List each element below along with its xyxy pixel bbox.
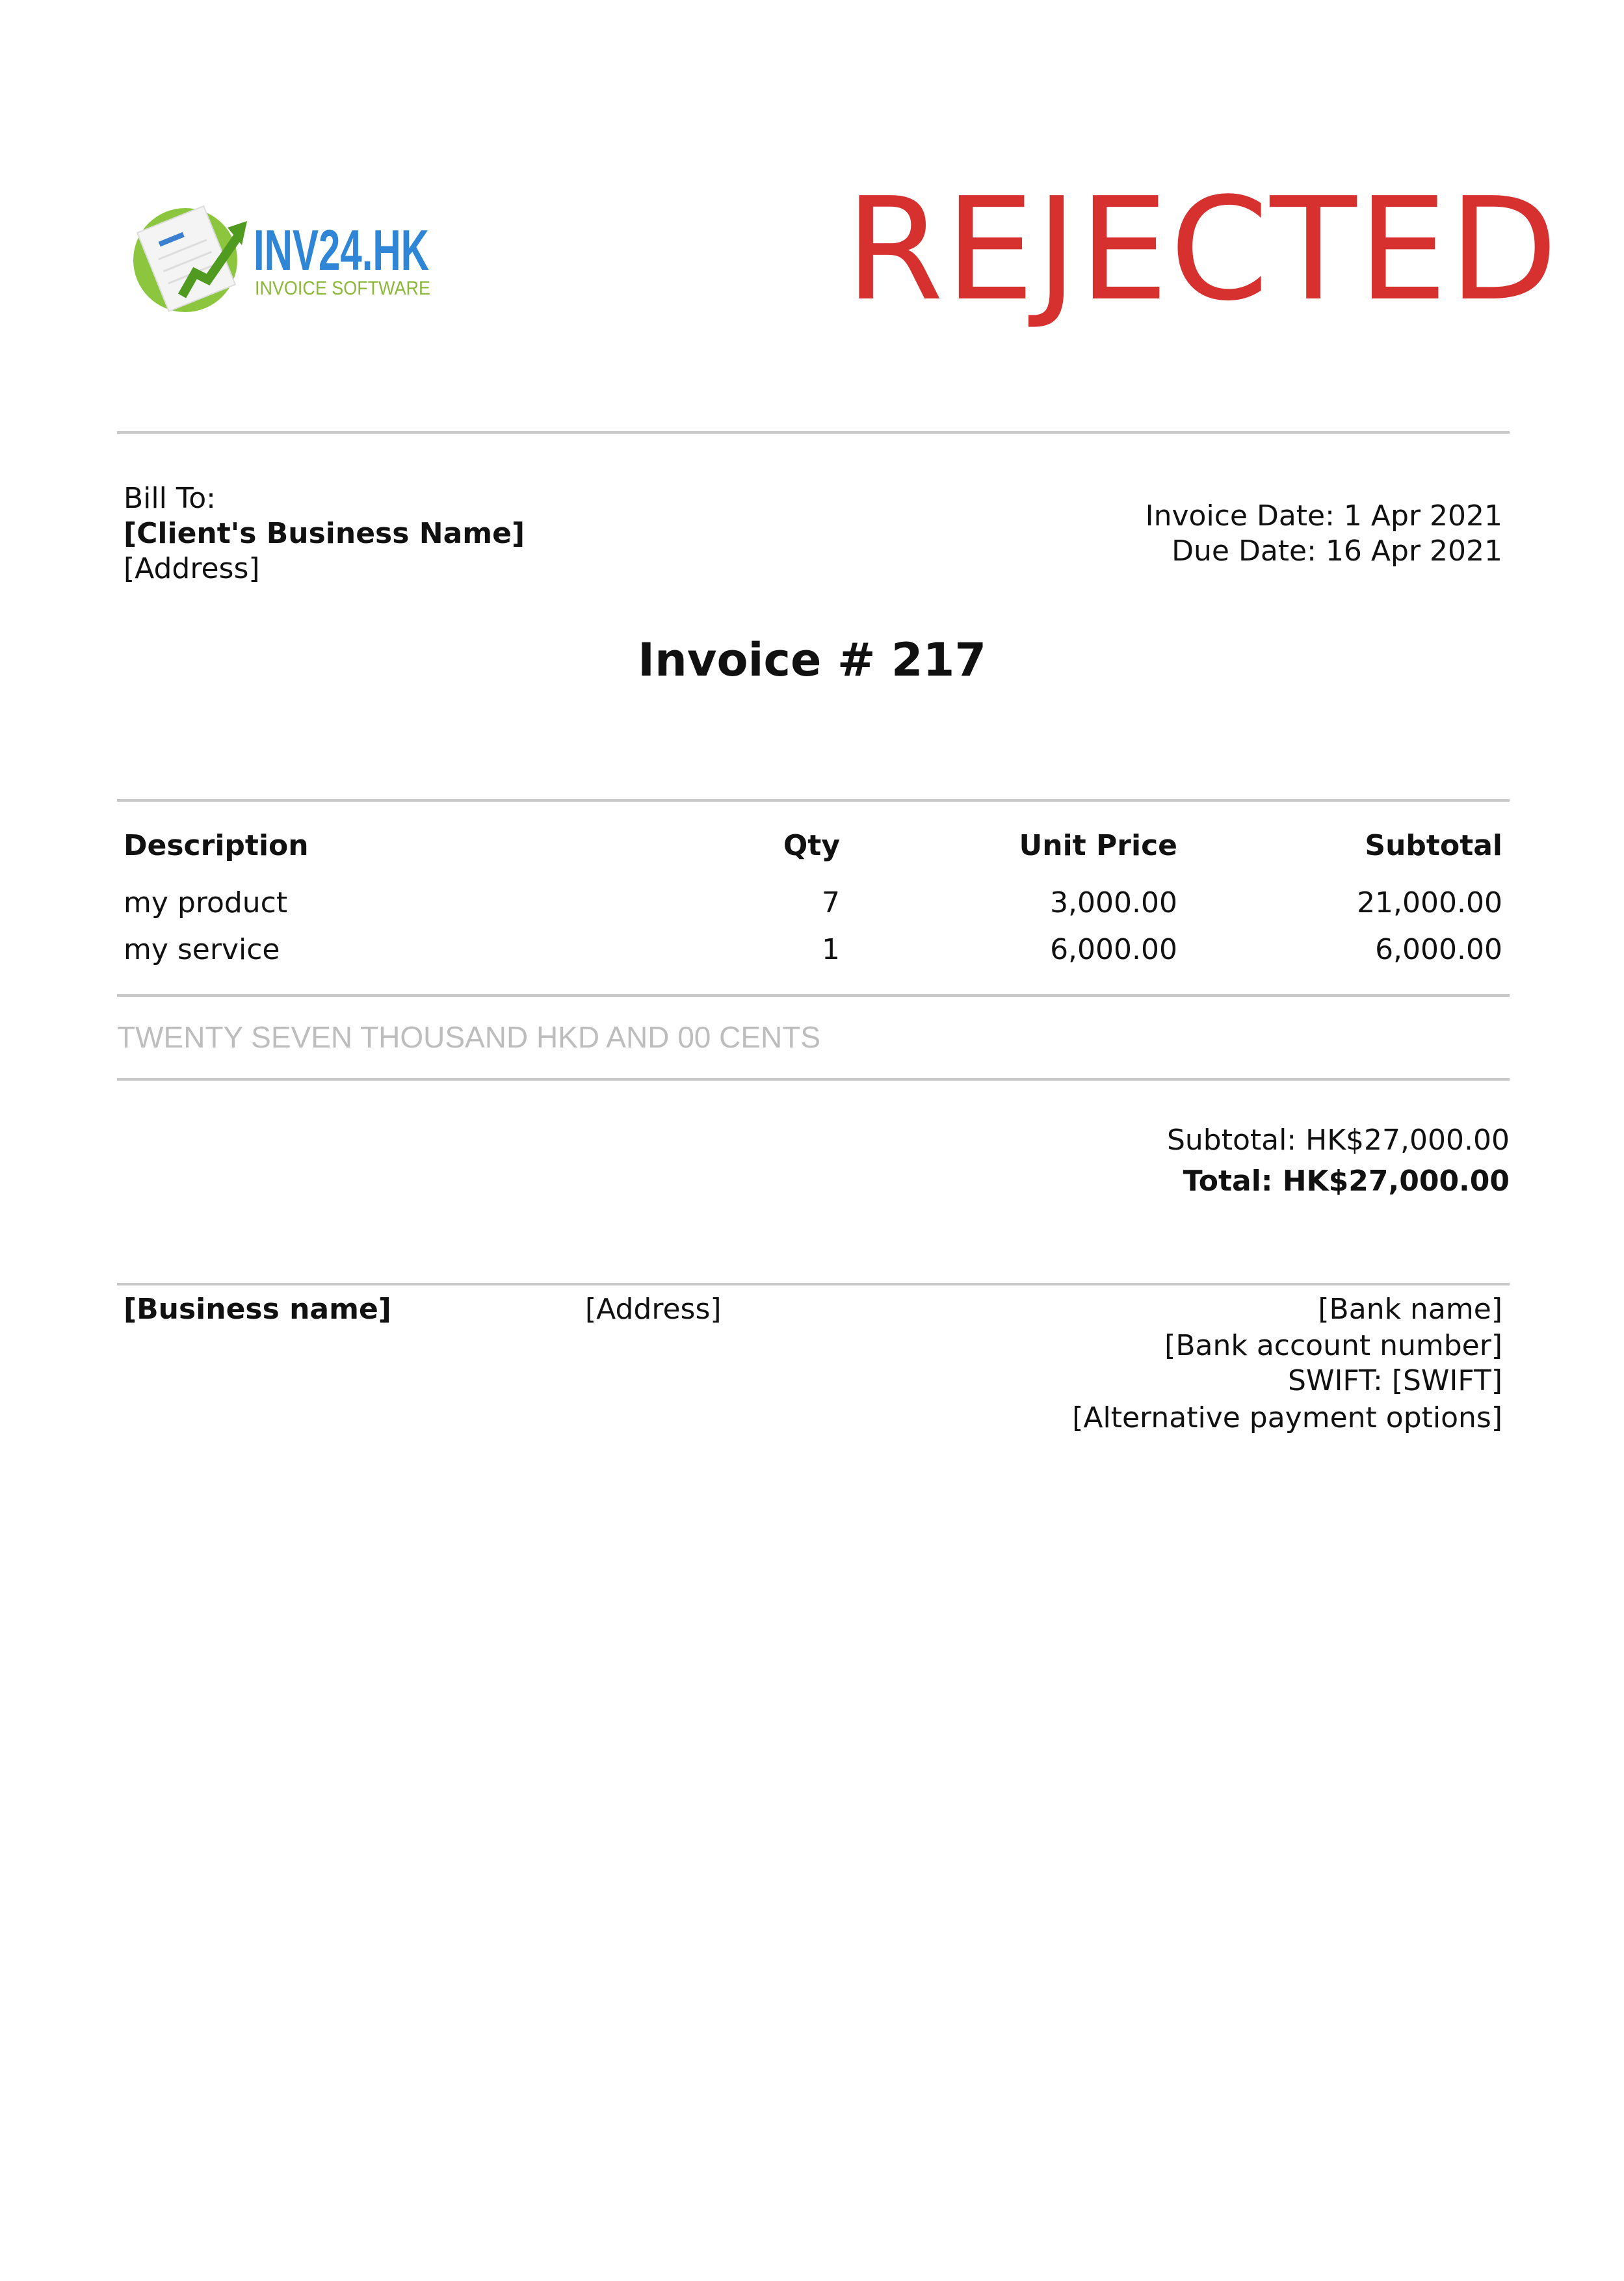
client-address: [Address]	[124, 552, 260, 585]
invoice-title: Invoice # 217	[637, 633, 987, 687]
divider	[117, 1078, 1510, 1081]
row-subtotal: 21,000.00	[1357, 886, 1502, 919]
footer-bank-account: [Bank account number]	[1164, 1329, 1502, 1362]
client-name: [Client's Business Name]	[124, 517, 525, 550]
row-description: my product	[124, 886, 288, 919]
footer-alt-payment: [Alternative payment options]	[1072, 1401, 1502, 1434]
totals-subtotal: Subtotal: HK$27,000.00	[1166, 1124, 1510, 1157]
invoice-date: Invoice Date: 1 Apr 2021	[1145, 499, 1502, 533]
header-subtotal: Subtotal	[1365, 829, 1502, 862]
logo-graphic	[130, 198, 455, 315]
header-qty: Qty	[783, 829, 840, 862]
row-qty: 7	[822, 886, 840, 919]
bill-to-label: Bill To:	[124, 482, 216, 515]
divider	[117, 1283, 1510, 1286]
footer-bank-name: [Bank name]	[1318, 1293, 1502, 1326]
divider	[117, 994, 1510, 997]
row-unit-price: 6,000.00	[1050, 933, 1177, 966]
footer-swift: SWIFT: [SWIFT]	[1288, 1364, 1502, 1397]
divider	[117, 799, 1510, 802]
footer-address: [Address]	[585, 1293, 722, 1326]
due-date: Due Date: 16 Apr 2021	[1172, 534, 1502, 568]
svg-text:INVOICE SOFTWARE: INVOICE SOFTWARE	[255, 278, 430, 299]
status-stamp: REJECTED	[845, 168, 1560, 332]
divider	[117, 431, 1510, 434]
header-unit-price: Unit Price	[1019, 829, 1177, 862]
header-description: Description	[124, 829, 309, 862]
row-qty: 1	[822, 933, 840, 966]
row-unit-price: 3,000.00	[1050, 886, 1177, 919]
totals-total: Total: HK$27,000.00	[1183, 1165, 1510, 1198]
amount-in-words: TWENTY SEVEN THOUSAND HKD AND 00 CENTS	[117, 1020, 821, 1054]
footer-business-name: [Business name]	[124, 1293, 391, 1326]
row-description: my service	[124, 933, 280, 966]
svg-text:INV24.HK: INV24.HK	[254, 218, 429, 282]
company-logo	[130, 198, 455, 315]
row-subtotal: 6,000.00	[1375, 933, 1502, 966]
